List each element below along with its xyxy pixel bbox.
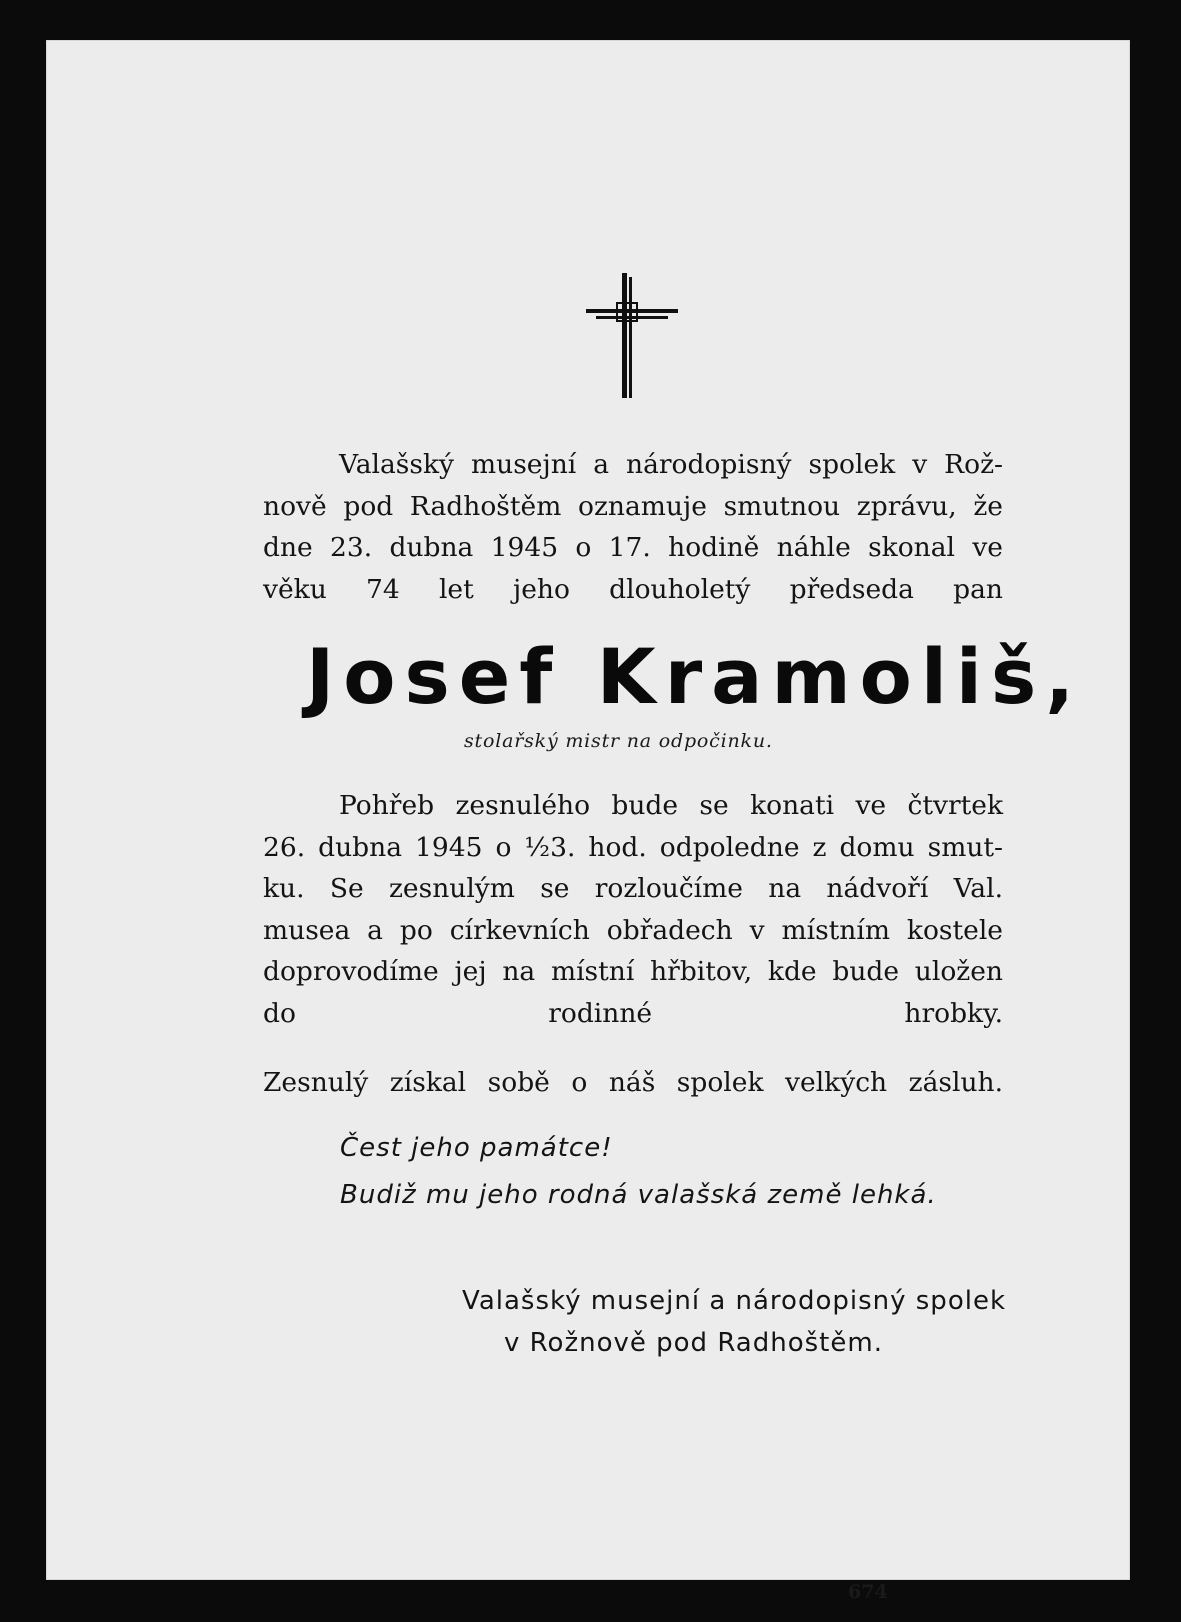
signature-line-2: v Rožnově pod Radhoštěm.: [504, 1328, 883, 1358]
announcement-paragraph: [263, 444, 1003, 610]
announcement-line: Valašský musejní a národopisný spolek v Rož-: [339, 449, 1003, 480]
deceased-name: Josef Kramoliš,: [306, 632, 1084, 721]
funeral-line: musea a po církevních obřadech v místním kostele: [263, 914, 1003, 946]
funeral-line: do rodinné hrobky.: [263, 997, 1003, 1029]
deceased-title: stolařský mistr na odpočinku.: [464, 730, 773, 752]
funeral-line: ku. Se zesnulým se rozloučíme na nádvoří Val.: [263, 873, 1003, 904]
funeral-line: doprovodíme jej na místní hřbitov, kde bude uložen: [263, 956, 1003, 987]
signature-line-1: Valašský musejní a národopisný spolek: [462, 1286, 1006, 1316]
funeral-line: 26. dubna 1945 o ½3. hod. odpoledne z domu smut-: [263, 831, 1003, 863]
announcement-line: věku 74 let jeho dlouholetý předseda pan: [263, 573, 1003, 605]
cross-icon: [586, 273, 678, 398]
announcement-line: nově pod Radhoštěm oznamuje smutnou zprávu, že: [263, 490, 1003, 522]
funeral-line: Pohřeb zesnulého bude se konati ve čtvrtek: [339, 790, 1003, 821]
funeral-paragraph: [263, 785, 1003, 1034]
obituary-sheet: [46, 40, 1130, 1603]
announcement-line: dne 23. dubna 1945 o 17. hodině náhle skonal ve: [263, 532, 1003, 563]
motto-line-2: Budiž mu jeho rodná valašská země lehká.: [340, 1180, 937, 1210]
signature-block: [426, 1280, 1006, 1364]
motto-line-1: Čest jeho památce!: [340, 1133, 613, 1163]
merit-sentence: Zesnulý získal sobě o náš spolek velkých zásluh.: [263, 1067, 1003, 1098]
page-number: 674: [848, 1581, 888, 1603]
